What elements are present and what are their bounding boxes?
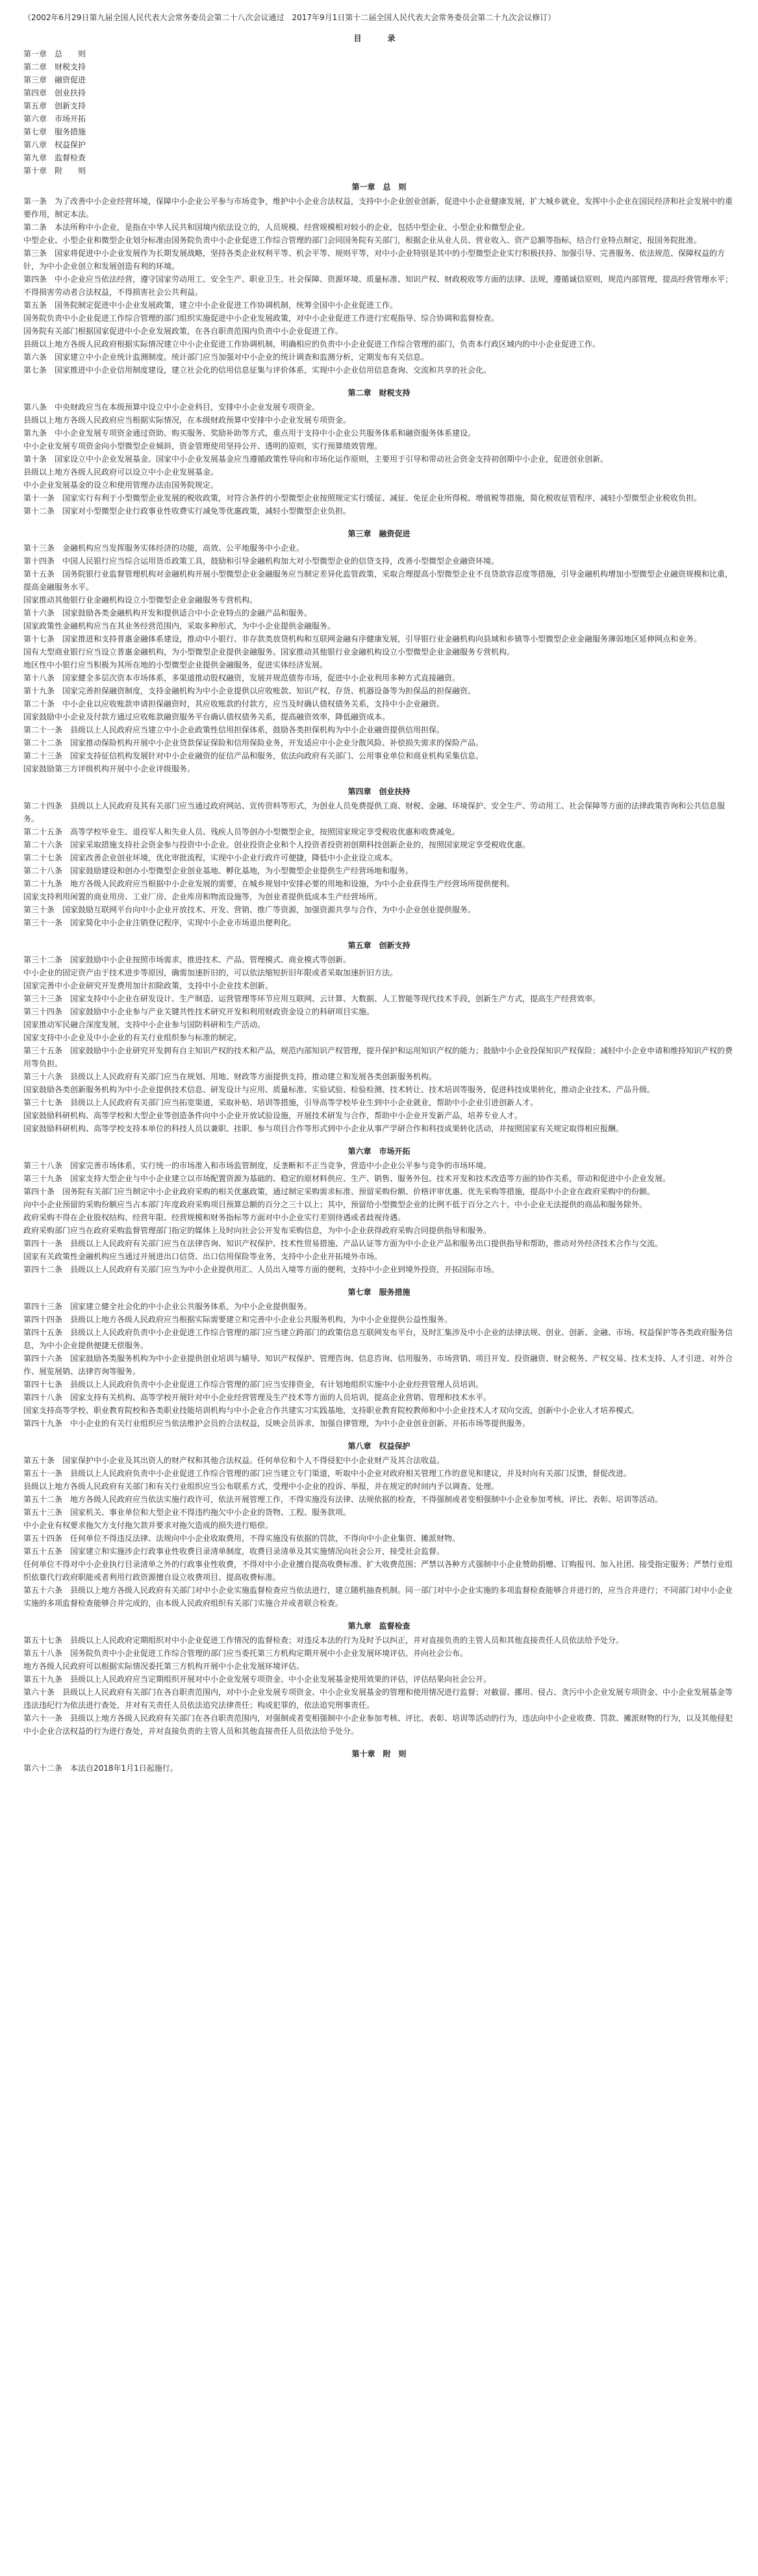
article-paragraph: 第二十八条 国家鼓励建设和创办小型微型企业创业基地、孵化基地，为小型微型企业提供生产经营场地和服务。 — [23, 866, 414, 875]
chapter-title: 第八章 权益保护 — [347, 1442, 411, 1451]
section-spacer — [23, 929, 735, 936]
toc-item: 第十章 附 则 — [23, 166, 86, 175]
article-paragraph: 第三十四条 国家鼓励中小企业参与产业关键共性技术研究开发和利用财政资金设立的科研项目实施。 — [23, 1007, 375, 1016]
article-paragraph: 第四十二条 县级以上人民政府有关部门应当为中小企业提供用汇、人员出入境等方面的便利，支持中小企业到境外投资，开拓国际市场。 — [23, 1265, 499, 1274]
article-paragraph: 国家支持利用闲置的商业用房、工业厂房、企业库房和物流设施等，为创业者提供低成本生产经营场所。 — [23, 892, 383, 901]
article-paragraph: 国家推动其他银行业金融机构设立小型微型企业金融服务专营机构。 — [23, 595, 258, 605]
article-paragraph: 第十三条 金融机构应当发挥服务实体经济的功能，高效、公平地服务中小企业。 — [23, 544, 305, 553]
article-paragraph: 国家鼓励科研机构、高等学校和大型企业等创造条件向中小企业开放试验设施，开展技术研发与合作，帮助中小企业开发新产品，培养专业人才。 — [23, 1111, 523, 1120]
section-spacer — [23, 377, 735, 383]
article-paragraph: 国家鼓励各类创新服务机构为中小企业提供技术信息、研发设计与应用、质量标准、实验试验、检验检测、技术转让、技术培训等服务，促进科技成果转化，推动企业技术、产品升级。 — [23, 1085, 655, 1094]
article-paragraph: 国家支持中小企业及中小企业的有关行业组织参与标准的制定。 — [23, 1033, 242, 1042]
article-paragraph: 县级以上地方各级人民政府应当根据实际情况，在本级财政预算中安排中小企业发展专项资金。 — [23, 416, 351, 425]
toc-item: 第六章 市场开拓 — [23, 114, 86, 123]
article-paragraph: 第三条 国家将促进中小企业发展作为长期发展战略，坚持各类企业权利平等、机会平等、规则平等，对中小企业特别是其中的小型微型企业实行积极扶持、加强引导、完善服务、依法规范、保障权益的方针，为中小企业创立和发展创造有利的环境。 — [23, 249, 726, 271]
article-paragraph: 第四条 中小企业应当依法经营，遵守国家劳动用工、安全生产、职业卫生、社会保障、资源环境、质量标准、知识产权、财政税收等方面的法律、法规，遵循诚信原则，规范内部管理，提高经营管理水平；不得损害劳动者合法权益，不得损害社会公共利益。 — [23, 275, 733, 297]
article-paragraph: 第十六条 国家鼓励各类金融机构开发和提供适合中小企业特点的金融产品和服务。 — [23, 608, 312, 618]
chapter-section — [23, 528, 735, 782]
article-paragraph: 第三十六条 县级以上人民政府有关部门应当在规划、用地、财政等方面提供支持，推动建立和发展各类创新服务机构。 — [23, 1072, 437, 1081]
article-paragraph: 国有大型商业银行应当设立普惠金融机构，为小型微型企业提供金融服务。国家推动其他银行业金融机构设立小型微型企业金融服务专营机构。 — [23, 647, 515, 657]
article-paragraph: 第十九条 国家完善担保融资制度，支持金融机构为中小企业提供以应收账款、知识产权、存货、机器设备等为担保品的担保融资。 — [23, 686, 476, 695]
article-paragraph: 第三十一条 国家简化中小企业注销登记程序，实现中小企业市场退出便利化。 — [23, 918, 297, 927]
chapter-section — [23, 1748, 735, 1781]
chapter-section — [23, 181, 735, 383]
article-paragraph: 国家政策性金融机构应当在其业务经营范围内，采取多种形式，为中小企业提供金融服务。 — [23, 621, 336, 631]
chapter-section — [23, 786, 735, 936]
article-paragraph: 第十条 国家设立中小企业发展基金。国家中小企业发展基金应当遵循政策性导向和市场化运作原则，主要用于引导和带动社会资金支持初创期中小企业，促进创业创新。 — [23, 455, 609, 464]
article-paragraph: 第三十五条 国家鼓励中小企业研究开发拥有自主知识产权的技术和产品，规范内部知识产权管理，提升保护和运用知识产权的能力；鼓励中小企业投保知识产权保险；减轻中小企业申请和维持知识产权的费用等负担。 — [23, 1046, 733, 1068]
article-paragraph: 县级以上地方各级人民政府根据实际情况建立中小企业促进工作协调机制，明确相应的负责中小企业促进工作综合管理的部门，负责本行政区域内的中小企业促进工作。 — [23, 340, 601, 349]
article-paragraph: 第二十一条 县级以上人民政府应当建立中小企业政策性信用担保体系，鼓励各类担保机构为中小企业融资提供信用担保。 — [23, 725, 445, 734]
article-paragraph: 第二十九条 地方各级人民政府应当根据中小企业发展的需要，在城乡规划中安排必要的用地和设施，为中小企业获得生产经营场所提供便利。 — [23, 879, 515, 888]
article-paragraph: 第四十九条 中小企业的有关行业组织应当依法维护会员的合法权益，反映会员诉求，加强自律管理，为中小企业创业创新、开拓市场等提供服务。 — [23, 1419, 531, 1428]
article-paragraph: 第二十四条 县级以上人民政府及其有关部门应当通过政府网站、宣传资料等形式，为创业人员免费提供工商、财税、金融、环境保护、安全生产、劳动用工、社会保障等方面的法律政策咨询和公共信息服务。 — [23, 801, 726, 823]
chapter-title: 第六章 市场开拓 — [347, 1147, 411, 1156]
article-paragraph: 第五十八条 国务院负责中小企业促进工作综合管理的部门应当委托第三方机构定期开展中小企业发展环境评估，并向社会公布。 — [23, 1649, 468, 1658]
article-paragraph: 国务院负责中小企业促进工作综合管理的部门组织实施促进中小企业发展政策，对中小企业促进工作进行宏观指导、综合协调和监督检查。 — [23, 314, 499, 323]
article-paragraph: 第三十二条 国家鼓励中小企业按照市场需求，推进技术、产品、管理模式、商业模式等创新。 — [23, 955, 351, 964]
section-spacer — [23, 1135, 735, 1142]
toc-item: 第四章 创业扶持 — [23, 88, 86, 97]
article-paragraph: 第五十条 国家保护中小企业及其出资人的财产权和其他合法权益。任何单位和个人不得侵犯中小企业财产及其合法收益。 — [23, 1456, 445, 1465]
toc-item: 第二章 财税支持 — [23, 62, 86, 71]
chapter-title: 第七章 服务措施 — [347, 1288, 411, 1297]
article-paragraph: 第四十八条 国家支持有关机构、高等学校开展针对中小企业经营管理及生产技术等方面的人员培训，提高企业营销、管理和技术水平。 — [23, 1393, 492, 1402]
article-paragraph: 向中小企业预留的采购份额应当占本部门年度政府采购项目预算总额的百分之三十以上；其中，预留给小型微型企业的比例不低于百分之六十。中小企业无法提供的商品和服务除外。 — [23, 1200, 648, 1209]
article-paragraph: 第二十二条 国家推动保险机构开展中小企业贷款保证保险和信用保险业务，开发适应中小企业分散风险、补偿损失需求的保险产品。 — [23, 738, 484, 747]
article-paragraph: 国家鼓励科研机构、高等学校支持本单位的科技人员以兼职、挂职、参与项目合作等形式到中小企业从事产学研合作和科技成果转化活动，并按照国家有关规定取得相应报酬。 — [23, 1124, 624, 1133]
section-spacer — [23, 1775, 735, 1781]
article-paragraph: 第四十六条 国家鼓励各类服务机构为中小企业提供创业培训与辅导、知识产权保护、管理咨询、信息咨询、信用服务、市场营销、项目开发、投资融资、财会税务、产权交易、技术支持、人才引进、对外合作、展览展销、法律咨询等服务。 — [23, 1354, 733, 1376]
article-paragraph: 第二十条 中小企业以应收账款申请担保融资时，其应收账款的付款方，应当及时确认债权债务关系，支持中小企业融资。 — [23, 699, 445, 708]
chapter-section — [23, 1286, 735, 1436]
article-paragraph: 政府采购不得在企业股权结构、经营年限、经营规模和财务指标等方面对中小企业实行差别待遇或者歧视待遇。 — [23, 1213, 406, 1222]
section-spacer — [23, 1430, 735, 1436]
chapter-section — [23, 940, 735, 1142]
toc-list — [23, 47, 735, 177]
chapters — [23, 181, 735, 1781]
article-paragraph: 县级以上地方各级人民政府有关部门和有关行业组织应当公布联系方式，受理中小企业的投诉、举报，并在规定的时间内予以调查、处理。 — [23, 1482, 499, 1491]
article-paragraph: 第四十三条 国家建立健全社会化的中小企业公共服务体系，为中小企业提供服务。 — [23, 1302, 312, 1311]
article-paragraph: 第十八条 国家健全多层次资本市场体系，多渠道推动股权融资，发展并规范债券市场，促进中小企业利用多种方式直接融资。 — [23, 673, 461, 682]
article-paragraph: 第十一条 国家实行有利于小型微型企业发展的税收政策，对符合条件的小型微型企业按照规定实行缓征、减征、免征企业所得税、增值税等措施，简化税收征管程序，减轻小型微型企业税收负担。 — [23, 494, 702, 503]
article-paragraph: 第六十条 县级以上人民政府有关部门在各自职责范围内，对中小企业发展专项资金、中小企业发展基金的管理和使用情况进行监督；对截留、挪用、侵占、贪污中小企业发展专项资金、中小企业发展基金等违法违纪行为依法进行查处，并对有关责任人员依法追究法律责任；构成犯罪的，依法追究刑事责任。 — [23, 1688, 733, 1710]
article-paragraph: 县级以上地方各级人民政府可以设立中小企业发展基金。 — [23, 468, 219, 477]
section-spacer — [23, 518, 735, 524]
toc-item: 第八章 权益保护 — [23, 140, 86, 149]
article-paragraph: 第二十六条 国家采取措施支持社会资金参与投资中小企业。创业投资企业和个人投资者投资初创期科技创新企业的，按照国家规定享受税收优惠。 — [23, 840, 531, 849]
article-paragraph: 第六十一条 县级以上地方各级人民政府有关部门在各自职责范围内，对强制或者变相强制中小企业参加考核、评比、表彰、培训等活动的行为，违法向中小企业收费、罚款、摊派财物的行为，以及其他侵犯中小企业合法权益的行为进行查处，并对直接负责的主管人员和其他直接责任人员依法给予处分。 — [23, 1714, 733, 1736]
article-paragraph: 中型企业、小型企业和微型企业划分标准由国务院负责中小企业促进工作综合管理的部门会同国务院有关部门，根据企业从业人员、营业收入、资产总额等指标，结合行业特点制定，报国务院批准。 — [23, 236, 702, 245]
article-paragraph: 第六十二条 本法自2018年1月1日起施行。 — [23, 1764, 178, 1773]
article-paragraph: 第五十六条 县级以上地方各级人民政府有关部门对中小企业实施监督检查应当依法进行，建立随机抽查机制。同一部门对中小企业实施的多项监督检查能够合并进行的，应当合并进行；不同部门对中小企业实施的多项监督检查能够合并完成的，由本级人民政府组织有关部门实施合并或者联合检查。 — [23, 1586, 733, 1608]
article-paragraph: 第三十三条 国家支持中小企业在研发设计、生产制造、运营管理等环节应用互联网、云计算、大数据、人工智能等现代技术手段，创新生产方式，提高生产经营效率。 — [23, 994, 601, 1003]
article-paragraph: 任何单位不得对中小企业执行目录清单之外的行政事业性收费，不得对中小企业擅自提高收费标准、扩大收费范围；严禁以各种方式强制中小企业赞助捐赠、订购报刊、加入社团、接受指定服务；严禁行业组织依靠代行政府职能或者利用行政资源擅自设立收费项目、提高收费标准。 — [23, 1560, 733, 1582]
article-paragraph: 第一条 为了改善中小企业经营环境，保障中小企业公平参与市场竞争，维护中小企业合法权益，支持中小企业创业创新，促进中小企业健康发展，扩大城乡就业，发挥中小企业在国民经济和社会发展中的重要作用，制定本法。 — [23, 197, 733, 219]
article-paragraph: 第五十一条 县级以上人民政府负责中小企业促进工作综合管理的部门应当建立专门渠道，听取中小企业对政府相关管理工作的意见和建议，并及时向有关部门反馈，督促改进。 — [23, 1469, 632, 1478]
chapter-title: 第五章 创新支持 — [347, 941, 411, 950]
chapter-title: 第十章 附 则 — [351, 1749, 407, 1758]
article-paragraph: 国家推动军民融合深度发展，支持中小企业参与国防科研和生产活动。 — [23, 1020, 266, 1029]
article-paragraph: 第十四条 中国人民银行应当综合运用货币政策工具，鼓励和引导金融机构加大对小型微型企业的信贷支持，改善小型微型企业融资环境。 — [23, 556, 499, 566]
article-paragraph: 第五十二条 地方各级人民政府应当依法实施行政许可，依法开展管理工作，不得实施没有法律、法规依据的检查，不得强制或者变相强制中小企业参加考核、评比、表彰、培训等活动。 — [23, 1495, 663, 1504]
toc-item: 第三章 融资促进 — [23, 75, 86, 84]
article-paragraph: 第十二条 国家对小型微型企业行政事业性收费实行减免等优惠政策，减轻小型微型企业负担。 — [23, 506, 351, 516]
article-paragraph: 国务院有关部门根据国家促进中小企业发展政策，在各自职责范围内负责中小企业促进工作。 — [23, 327, 344, 336]
article-paragraph: 地方各级人民政府可以根据实际情况委托第三方机构开展中小企业发展环境评估。 — [23, 1662, 305, 1671]
toc-title: 目 录 — [353, 34, 405, 43]
article-paragraph: 第五十四条 任何单位不得违反法律、法规向中小企业收取费用，不得实施没有依据的罚款，不得向中小企业集资、摊派财物。 — [23, 1534, 461, 1543]
toc-item: 第五章 创新支持 — [23, 101, 86, 110]
article-paragraph: 国家鼓励第三方评级机构开展中小企业评级服务。 — [23, 764, 196, 773]
chapter-section — [23, 1620, 735, 1744]
chapter-section — [23, 1440, 735, 1616]
article-paragraph: 第二十五条 高等学校毕业生、退役军人和失业人员、残疾人员等创办小型微型企业，按照国家规定享受税收优惠和收费减免。 — [23, 827, 461, 836]
article-paragraph: 第三十条 国家鼓励互联网平台向中小企业开放技术、开发、营销、推广等资源，加强资源共享与合作，为中小企业创业提供服务。 — [23, 905, 476, 914]
article-paragraph: 地区性中小银行应当积极为其所在地的小型微型企业提供金融服务，促进实体经济发展。 — [23, 660, 328, 669]
article-paragraph: 第十五条 国务院银行业监督管理机构对金融机构开展小型微型企业金融服务应当制定差异化监管政策，采取合理提高小型微型企业不良贷款容忍度等措施，引导金融机构增加小型微型企业融资规模和比重，提高金融服务水平。 — [23, 569, 733, 592]
toc-item: 第一章 总 则 — [23, 49, 86, 58]
article-paragraph: 第四十一条 县级以上人民政府有关部门应当在法律咨询、知识产权保护、技术性贸易措施、产品认证等方面为中小企业产品和服务出口提供指导和帮助，推动对外经济技术合作与交流。 — [23, 1239, 663, 1248]
article-paragraph: 第三十七条 县级以上人民政府有关部门应当拓宽渠道，采取补贴、培训等措施，引导高等学校毕业生到中小企业就业，帮助中小企业引进创新人才。 — [23, 1098, 538, 1107]
article-paragraph: 第十七条 国家推进和支持普惠金融体系建设，推动中小银行、非存款类放贷机构和互联网金融有序健康发展，引导银行业金融机构向县域和乡镇等小型微型企业金融服务薄弱地区延伸网点和业务。 — [23, 634, 702, 644]
article-paragraph: 中小企业有权要求拖欠方支付拖欠款并要求对拖欠造成的损失进行赔偿。 — [23, 1521, 273, 1530]
article-paragraph: 第三十八条 国家完善市场体系，实行统一的市场准入和市场监管制度，反垄断和不正当竞争，营造中小企业公平参与竞争的市场环境。 — [23, 1161, 492, 1170]
revision-note: （2002年6月29日第九届全国人民代表大会常务委员会第二十八次会议通过 2017年9月1日第十二届全国人民代表大会常务委员会第二十九次会议修订） — [23, 13, 556, 22]
article-paragraph: 第七条 国家推进中小企业信用制度建设，建立社会化的信用信息征集与评价体系，实现中小企业信用信息查询、交流和共享的社会化。 — [23, 366, 492, 375]
article-paragraph: 第二十七条 国家改善企业创业环境，优化审批流程，实现中小企业行政许可便捷，降低中小企业设立成本。 — [23, 853, 398, 862]
article-paragraph: 第五十三条 国家机关、事业单位和大型企业不得违约拖欠中小企业的货物、工程、服务款项。 — [23, 1508, 351, 1517]
article-paragraph: 第三十九条 国家支持大型企业与中小企业建立以市场配置资源为基础的、稳定的原材料供应、生产、销售、服务外包、技术开发和技术改造等方面的协作关系，带动和促进中小企业发展。 — [23, 1174, 671, 1183]
article-paragraph: 第四十七条 县级以上人民政府负责中小企业促进工作综合管理的部门应当安排资金，有计划地组织实施中小企业经营管理人员培训。 — [23, 1380, 484, 1389]
chapter-title: 第三章 融资促进 — [347, 529, 411, 538]
article-paragraph: 中小企业发展专项资金向小型微型企业倾斜，资金管理使用坚持公开、透明的原则，实行预算绩效管理。 — [23, 442, 383, 451]
article-paragraph: 第五十七条 县级以上人民政府定期组织对中小企业促进工作情况的监督检查；对违反本法的行为及时予以纠正，并对直接负责的主管人员和其他直接责任人员依法给予处分。 — [23, 1636, 624, 1645]
article-paragraph: 国家支持高等学校、职业教育院校和各类职业技能培训机构与中小企业合作共建实习实践基地，支持职业教育院校教师和中小企业技术人才双向交流，创新中小企业人才培养模式。 — [23, 1406, 640, 1415]
article-paragraph: 第五十五条 国家建立和实施涉企行政事业性收费目录清单制度，收费目录清单及其实施情况向社会公开，接受社会监督。 — [23, 1547, 445, 1556]
article-paragraph: 第二十三条 国家支持征信机构发展针对中小企业融资的征信产品和服务，依法向政府有关部门、公用事业单位和商业机构采集信息。 — [23, 751, 484, 760]
toc-item: 第九章 监督检查 — [23, 153, 86, 162]
article-paragraph: 第九条 中小企业发展专项资金通过资助、购买服务、奖励补助等方式，重点用于支持中小企业公共服务体系和融资服务体系建设。 — [23, 429, 476, 438]
article-paragraph: 中小企业的固定资产由于技术进步等原因，确需加速折旧的，可以依法缩短折旧年限或者采取加速折旧方法。 — [23, 968, 398, 977]
section-spacer — [23, 1276, 735, 1282]
article-paragraph: 第四十四条 县级以上地方各级人民政府应当根据实际需要建立和完善中小企业公共服务机构，为中小企业提供公益性服务。 — [23, 1315, 453, 1324]
chapter-title: 第二章 财税支持 — [347, 388, 411, 397]
article-paragraph: 第六条 国家建立中小企业统计监测制度。统计部门应当加强对中小企业的统计调查和监测分析，定期发布有关信息。 — [23, 353, 429, 362]
chapter-title: 第四章 创业扶持 — [347, 787, 411, 796]
article-paragraph: 第四十条 国务院有关部门应当制定中小企业政府采购的相关优惠政策，通过制定采购需求标准、预留采购份额、价格评审优惠、优先采购等措施，提高中小企业在政府采购中的份额。 — [23, 1187, 655, 1196]
article-paragraph: 第四十五条 县级以上人民政府负责中小企业促进工作综合管理的部门应当建立跨部门的政策信息互联网发布平台，及时汇集涉及中小企业的法律法规、创业、创新、金融、市场、权益保护等各类政府服务信息，为中小企业提供便捷无偿服务。 — [23, 1328, 733, 1350]
article-paragraph: 国家完善中小企业研究开发费用加计扣除政策，支持中小企业技术创新。 — [23, 981, 273, 990]
article-paragraph: 第五条 国务院制定促进中小企业发展政策，建立中小企业促进工作协调机制，统筹全国中小企业促进工作。 — [23, 301, 398, 310]
chapter-section — [23, 387, 735, 524]
article-paragraph: 中小企业发展基金的设立和使用管理办法由国务院规定。 — [23, 481, 219, 490]
section-spacer — [23, 1738, 735, 1744]
toc-item: 第七章 服务措施 — [23, 127, 86, 136]
article-paragraph: 第二条 本法所称中小企业，是指在中华人民共和国境内依法设立的，人员规模、经营规模相对较小的企业，包括中型企业、小型企业和微型企业。 — [23, 223, 531, 232]
article-paragraph: 国家有关政策性金融机构应当通过开展进出口信贷、出口信用保险等业务，支持中小企业开拓境外市场。 — [23, 1252, 383, 1261]
article-paragraph: 国家鼓励中小企业及付款方通过应收账款融资服务平台确认债权债务关系，提高融资效率，降低融资成本。 — [23, 712, 390, 721]
section-spacer — [23, 1610, 735, 1616]
chapter-section — [23, 1145, 735, 1282]
article-paragraph: 政府采购部门应当在政府采购监督管理部门指定的媒体上及时向社会公开发布采购信息，为中小企业获得政府采购合同提供指导和服务。 — [23, 1226, 492, 1235]
chapter-title: 第一章 总 则 — [351, 182, 407, 192]
section-spacer — [23, 775, 735, 782]
chapter-title: 第九章 监督检查 — [347, 1621, 411, 1631]
article-paragraph: 第八条 中央财政应当在本级预算中设立中小企业科目，安排中小企业发展专项资金。 — [23, 403, 320, 412]
article-paragraph: 第五十九条 县级以上人民政府应当定期组织开展对中小企业发展专项资金、中小企业发展基金使用效果的评估，评估结果向社会公开。 — [23, 1675, 492, 1684]
